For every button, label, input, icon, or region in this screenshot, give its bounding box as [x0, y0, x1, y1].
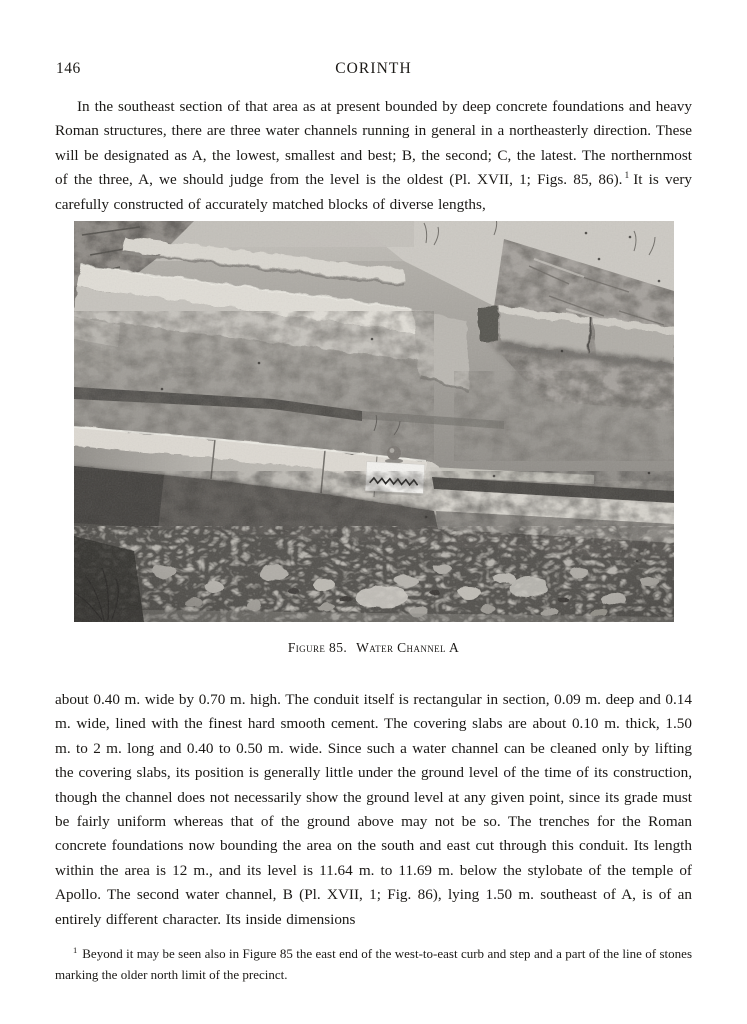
figure-caption-label: Figure 85.: [287, 640, 348, 656]
paragraph-1: [55, 95, 692, 217]
excavation-photo: [74, 221, 674, 622]
footnote-marker: 1: [73, 944, 78, 955]
footnote: [55, 944, 692, 985]
figure-caption: [55, 638, 692, 657]
running-head-title: CORINTH: [335, 60, 412, 77]
footnote-reference: 1: [624, 171, 630, 182]
footnote-text: Beyond it may be seen also in Figure 85 the east end of the west-to-east curb and step and a part of the line of stones marking the older north limit of the precinct.: [55, 946, 692, 982]
page-content: [55, 60, 692, 985]
figure-85: [55, 221, 692, 657]
page-number: 146: [56, 60, 81, 77]
photo-grain: [74, 221, 674, 622]
paragraph-1-text: In the southeast section of that area as at present bounded by deep concrete foundations and heavy Roman structures, there are three water channels running in general in a northeasterly direction. These will be designated as A, the lowest, smallest and best; B, the second; C, the latest. The northernmost of the three, A, we should judge from the level is the oldest (Pl. XVII, 1; Figs. 85, 86).: [55, 98, 692, 189]
paragraph-1-continued: It is very carefully constructed of accurately matched blocks of diverse lengths,: [55, 171, 692, 213]
figure-caption-title: Water Channel A: [356, 640, 460, 656]
page-header: [55, 60, 692, 80]
paragraph-2: about 0.40 m. wide by 0.70 m. high. The conduit itself is rectangular in section, 0.09 m. deep and 0.14 m. wide, lined with the finest hard smooth cement. The covering slabs are about 0.10 m. thick, 1.50 m. to 2 m. long and 0.40 to 0.50 m. wide. Since such a water channel can be cleaned only by lifting the covering slabs, its position is generally little under the ground level of the time of its construction, though the channel does not necessarily show the ground level at any given point, since its grade must be fairly uniform whereas that of the ground above may not be so. The trenches for the Roman concrete foundations now bounding the area on the south and east cut through this conduit. Its length within the area is 12 m., and its level is 11.64 m. to 11.69 m. below the stylobate of the temple of Apollo. The second water channel, B (Pl. XVII, 1; Fig. 86), lying 1.50 m. southeast of A, is of an entirely different character. Its inside dimensions: [55, 691, 692, 928]
